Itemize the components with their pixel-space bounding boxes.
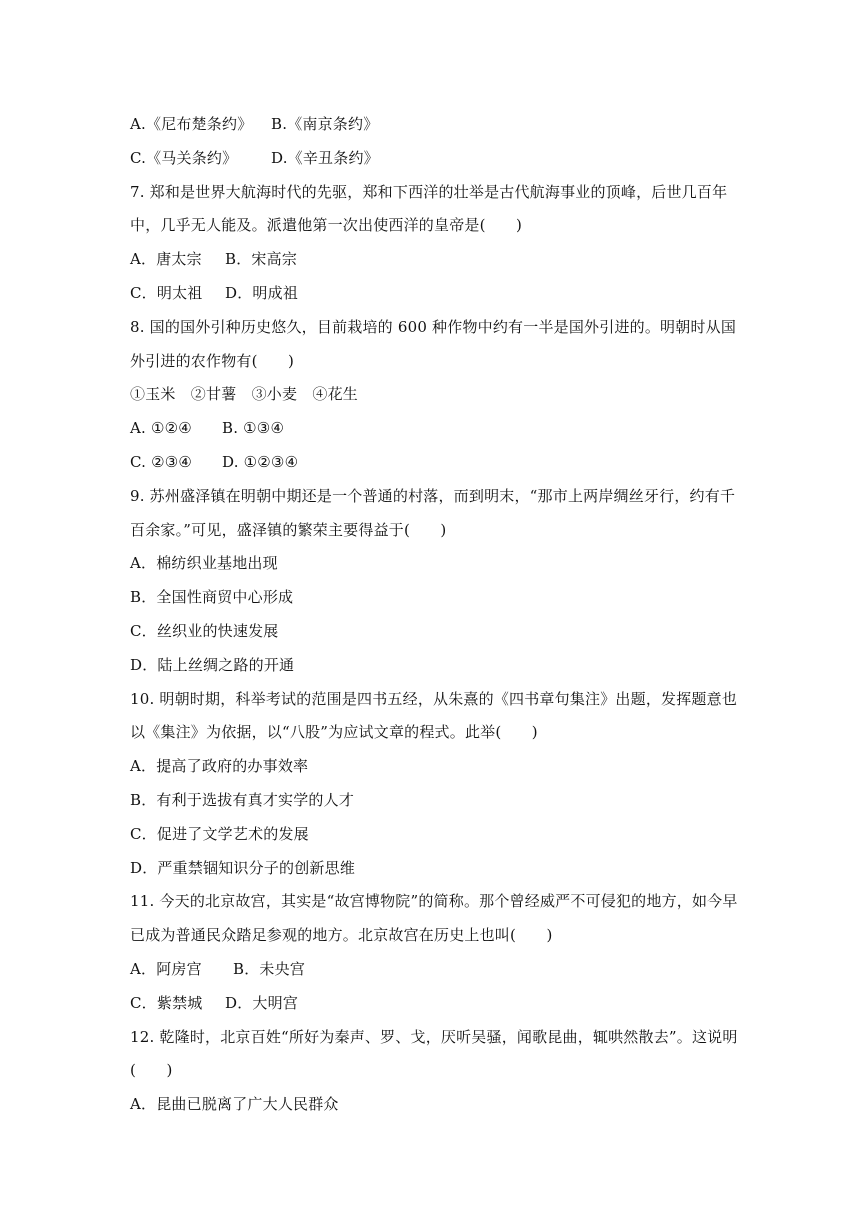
question-list xyxy=(130,108,740,1122)
q8-options-row-1 xyxy=(130,412,740,446)
q9-option-c: C．丝织业的快速发展 xyxy=(130,621,279,640)
q10-option-d: D．严重禁锢知识分子的创新思维 xyxy=(130,858,356,877)
q11-option-c: C．紫禁城 xyxy=(130,993,203,1012)
q6-option-d: D.《辛丑条约》 xyxy=(271,148,379,167)
q6-option-c: C.《马关条约》 xyxy=(130,148,238,167)
q8-items: ①玉米 ②甘薯 ③小麦 ④花生 xyxy=(130,385,359,404)
q6-options-row-2 xyxy=(130,142,740,176)
q12-stem-line-1: 12. 乾隆时，北京百姓“所好为秦声、罗、戈，厌听吴骚，闻歌昆曲，辄哄然散去”。这说明 xyxy=(130,1027,738,1046)
q11-options-row-2 xyxy=(130,987,740,1021)
q11-option-b: B．未央宫 xyxy=(233,959,306,978)
q8-stem-line-1: 8. 国的国外引种历史悠久，目前栽培的 600 种作物中约有一半是国外引进的。明朝时从国 xyxy=(130,317,737,336)
q8-option-b: B. ①③④ xyxy=(222,419,285,438)
q10-option-a: A．提高了政府的办事效率 xyxy=(130,757,309,776)
q7-stem-line-1: 7. 郑和是世界大航海时代的先驱，郑和下西洋的壮举是古代航海事业的顶峰，后世几百年 xyxy=(130,182,728,201)
q11-options-row-1 xyxy=(130,953,740,987)
q7-options-row-2 xyxy=(130,277,740,311)
q10-option-b: B．有利于选拔有真才实学的人才 xyxy=(130,790,355,809)
q8-options-row-2 xyxy=(130,446,740,480)
q9-stem-line-2: 百余家。”可见，盛泽镇的繁荣主要得益于( ) xyxy=(130,520,447,539)
q9-option-b: B．全国性商贸中心形成 xyxy=(130,588,294,607)
q7-option-a: A．唐太宗 xyxy=(130,250,202,269)
q9-option-d: D．陆上丝绸之路的开通 xyxy=(130,655,295,674)
q9-option-a: A．棉纺织业基地出现 xyxy=(130,554,278,573)
q6-option-b: B.《南京条约》 xyxy=(271,115,379,133)
q7-stem-line-2: 中，几乎无人能及。派遣他第一次出使西洋的皇帝是( ) xyxy=(130,216,523,235)
q7-option-c: C．明太祖 xyxy=(130,283,203,302)
q7-option-b: B．宋高宗 xyxy=(225,250,298,269)
q8-option-a: A. ①②④ xyxy=(130,419,192,438)
q8-option-d: D. ①②③④ xyxy=(222,452,299,471)
q11-stem-line-1: 11. 今天的北京故宫，其实是“故宫博物院”的简称。那个曾经威严不可侵犯的地方，如今早 xyxy=(130,892,738,911)
q6-option-a: A.《尼布楚条约》 xyxy=(130,115,253,133)
q11-option-a: A．阿房宫 xyxy=(130,959,202,978)
q6-options-row-1 xyxy=(130,108,740,142)
q9-stem-line-1: 9. 苏州盛泽镇在明朝中期还是一个普通的村落，而到明末，“那市上两岸绸丝牙行，约有千 xyxy=(130,486,736,505)
q11-option-d: D．大明宫 xyxy=(225,993,299,1012)
q11-stem-line-2: 已成为普通民众踏足参观的地方。北京故宫在历史上也叫( ) xyxy=(130,926,553,945)
q10-stem-line-2: 以《集注》为依据，以“八股”为应试文章的程式。此举( ) xyxy=(130,723,538,742)
q8-option-c: C. ②③④ xyxy=(130,452,193,471)
q12-stem-line-2: ( ) xyxy=(130,1061,173,1080)
q7-options-row-1 xyxy=(130,243,740,277)
q10-stem-line-1: 10. 明朝时期，科举考试的范围是四书五经，从朱熹的《四书章句集注》出题，发挥题意也 xyxy=(130,689,738,708)
q10-option-c: C．促进了文学艺术的发展 xyxy=(130,824,309,843)
q8-stem-line-2: 外引进的农作物有( ) xyxy=(130,351,295,370)
q12-option-a: A．昆曲已脱离了广大人民群众 xyxy=(130,1095,339,1114)
q7-option-d: D．明成祖 xyxy=(225,283,299,302)
